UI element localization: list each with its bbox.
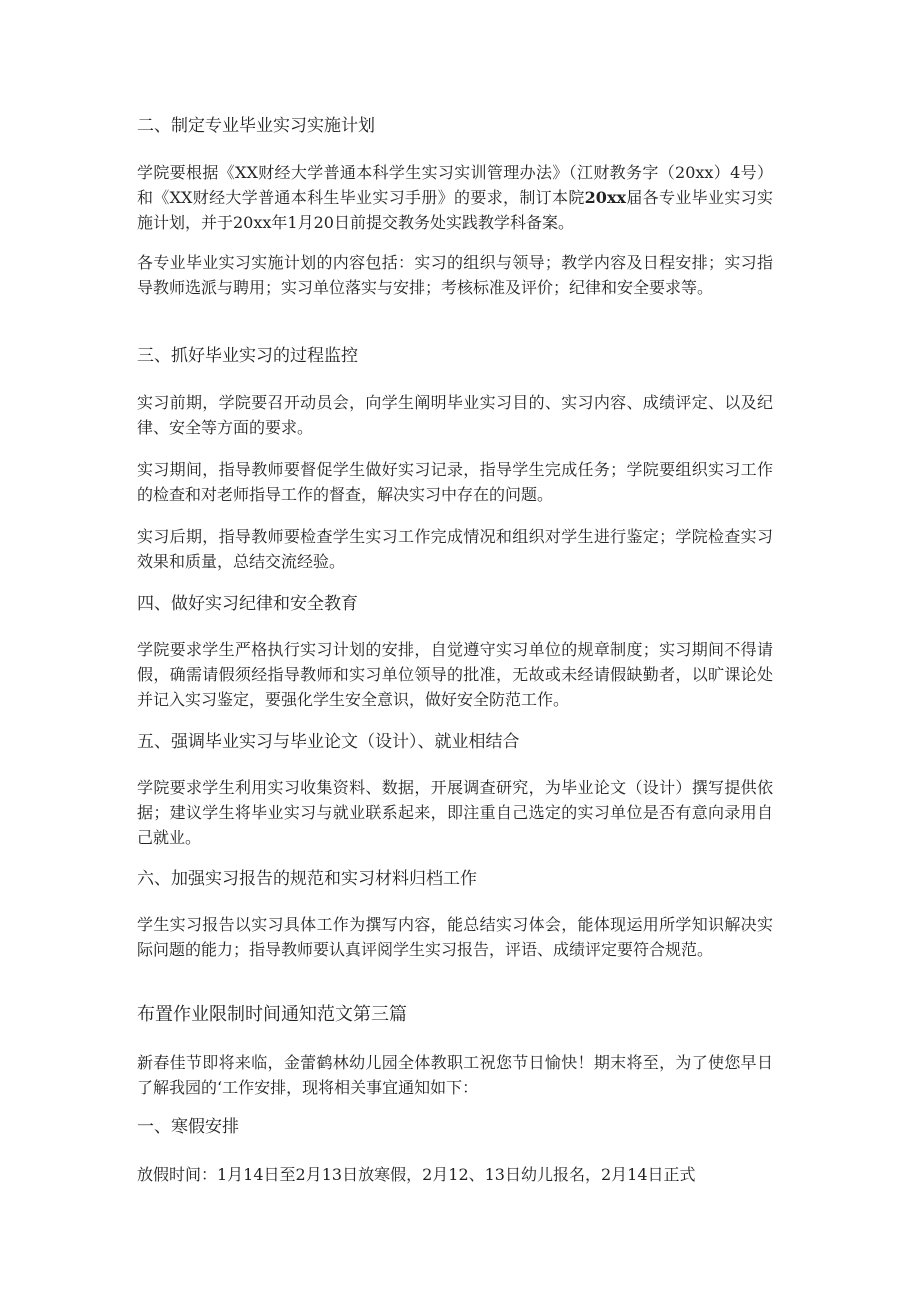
section-heading-5: 五、强调毕业实习与毕业论文（设计）、就业相结合 — [137, 732, 520, 752]
paragraph-late-stage: 实习后期，指导教师要检查学生实习工作完成情况和组织对学生进行鉴定；学院检查实习效果和质量，总结交流经验。 — [137, 527, 773, 571]
paragraph-plan-requirements — [137, 160, 773, 235]
section-heading-4: 四、做好实习纪律和安全教育 — [137, 594, 358, 614]
paragraph-plan-content: 各专业毕业实习实施计划的内容包括：实习的组织与领导；教学内容及日程安排；实习指导教师选派与聘用；实习单位落实与安排；考核标准及评价；纪律和安全要求等。 — [137, 253, 773, 297]
paragraph-text: 学院要根据《XX财经大学普通本科学生实习实训管理办法》（江财教务字（20xx）4号）和《XX财经大学普通本科生毕业实习手册》的要求，制订本院 — [137, 163, 773, 207]
section-heading-winter: 一、寒假安排 — [137, 1117, 239, 1137]
paragraph-discipline: 学院要求学生严格执行实习计划的安排，自觉遵守实习单位的规章制度；实习期间不得请假，确需请假须经指导教师和实习单位领导的批准，无故或未经请假缺勤者，以旷课论处并记入实习鉴定，要强化学生安全意识，做好安全防范工作。 — [137, 640, 773, 709]
article-title-3: 布置作业限制时间通知范文第三篇 — [137, 1004, 407, 1025]
paragraph-holiday-time: 放假时间：1月14日至2月13日放寒假，2月12、13日幼儿报名，2月14日正式 — [137, 1165, 696, 1184]
paragraph-report: 学生实习报告以实习具体工作为撰写内容，能总结实习体会，能体现运用所学知识解决实际问题的能力；指导教师要认真评阅学生实习报告，评语、成绩评定要符合规范。 — [137, 915, 773, 959]
bold-year: 20xx — [584, 188, 627, 207]
section-heading-3: 三、抓好毕业实习的过程监控 — [137, 346, 358, 366]
paragraph-early-stage: 实习前期，学院要召开动员会，向学生阐明毕业实习目的、实习内容、成绩评定、以及纪律、安全等方面的要求。 — [137, 393, 773, 437]
paragraph-thesis-employment: 学院要求学生利用实习收集资料、数据，开展调查研究，为毕业论文（设计）撰写提供依据；建议学生将毕业实习与就业联系起来，即注重自己选定的实习单位是否有意向录用自己就业。 — [137, 778, 773, 847]
section-heading-6: 六、加强实习报告的规范和实习材料归档工作 — [137, 869, 477, 889]
paragraph-mid-stage: 实习期间，指导教师要督促学生做好实习记录，指导学生完成任务；学院要组织实习工作的检查和对老师指导工作的督查，解决实习中存在的问题。 — [137, 460, 773, 504]
paragraph-greeting: 新春佳节即将来临，金蕾鹤林幼儿园全体教职工祝您节日愉快！期末将至，为了使您早日了解我园的‘工作安排，现将相关事宜通知如下： — [137, 1053, 773, 1097]
section-heading-2: 二、制定专业毕业实习实施计划 — [137, 116, 375, 136]
paragraph-text: 届各专业毕业实习实施计划，并于20xx年1月20日前提交教务处实践教学科备案。 — [137, 188, 773, 232]
